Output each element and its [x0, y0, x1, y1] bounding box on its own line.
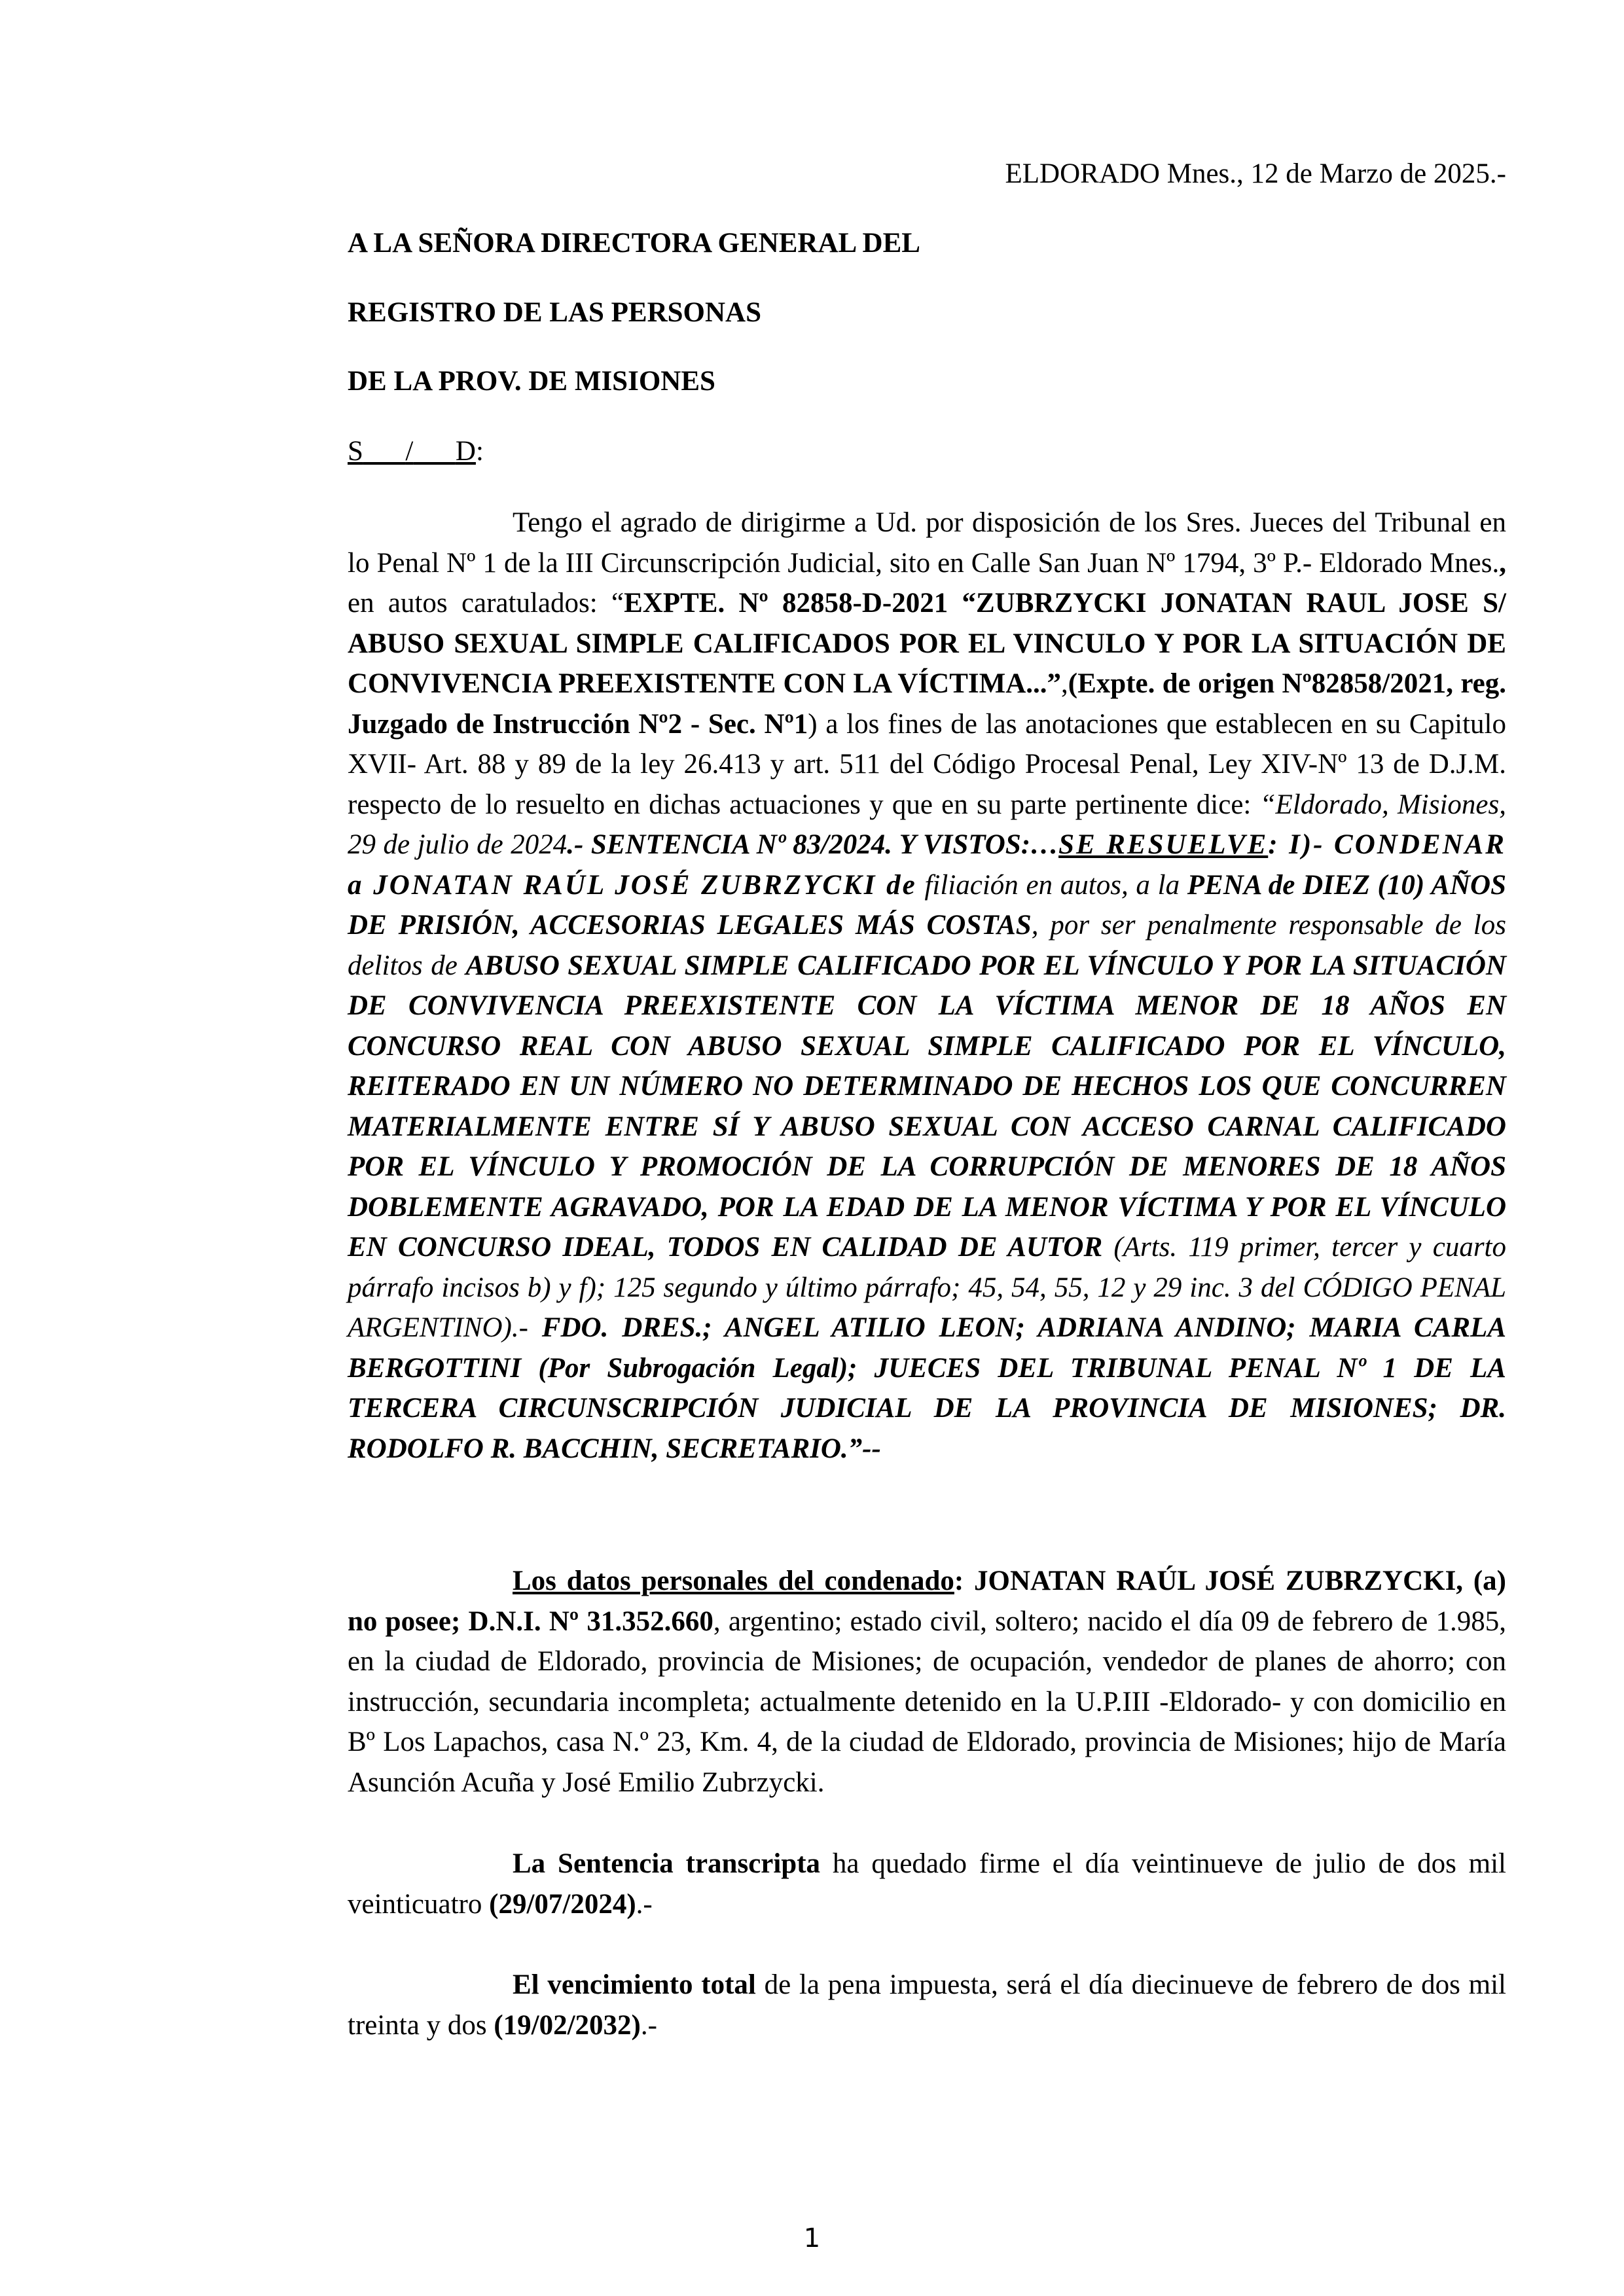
- p1-comma-2: ,: [1061, 668, 1068, 699]
- signatories-text: FDO. DRES.; ANGEL ATILIO LEON; ADRIANA ANDINO; MARIA CARLA BERGOTTINI (Por Subrogación Legal); JUECES DEL TRIBUNAL PENAL Nº 1 DE LA TERCERA CIRCUNSCRIPCIÓN JUDICIAL DE LA PROVINCIA DE MISIONES; DR. RODOLFO R. BACCHIN, SECRETARIO.”--: [348, 1312, 1506, 1464]
- addressee-line-3: DE LA PROV. DE MISIONES: [348, 366, 715, 397]
- sd-s: S: [348, 436, 363, 467]
- sd-d: D: [455, 436, 476, 467]
- date-line: ELDORADO Mnes., 12 de Marzo de 2025.-: [1005, 158, 1506, 189]
- firm-sentence-end: .-: [636, 1888, 653, 1920]
- expiry-label: El vencimiento total: [513, 1969, 756, 2000]
- sd-underlined: [348, 436, 476, 467]
- filiacion-text: filiación en autos, a la: [916, 869, 1187, 901]
- p1-intro: Tengo el agrado de dirigirme a Ud. por disposición de los Sres. Jueces del Tribunal en lo Penal Nº 1 de la III Circunscripción Judicial, sito en Calle San Juan Nº 1794, 3º P.- Eldorado Mnes.: [348, 507, 1506, 579]
- pena-text: PENA de DIEZ (10) AÑOS DE PRISIÓN, ACCESORIAS LEGALES MÁS COSTAS: [348, 869, 1506, 941]
- expiry-end: .-: [640, 2009, 657, 2041]
- sentence-date: “Eldorado, Misiones, 29 de julio de 2024: [348, 789, 1506, 860]
- paragraph-request: [348, 503, 1506, 1469]
- sd-salutation: [348, 432, 484, 471]
- case-origin: (Expte. de origen Nº82858/2021, reg. Juzgado de Instrucción Nº2 - Sec. Nº1: [348, 668, 1506, 740]
- paragraph-expiry: [348, 1965, 1506, 2045]
- expiry-date: (19/02/2032): [494, 2009, 641, 2041]
- p1-autos: en autos caratulados: “: [348, 588, 624, 619]
- page-number: 1: [803, 2223, 821, 2253]
- articles-text: (Arts. 119 primer, tercer y cuarto párrafo incisos b) y f); 125 segundo y último párrafo; 45, 54, 55, 12 y 29 inc. 3 del CÓDIGO PENAL ARGENTINO).-: [348, 1232, 1506, 1343]
- se-resuelve: SE RESUELVE: [1058, 829, 1269, 860]
- personal-data-heading: Los datos personales del condenado: [513, 1566, 954, 1596]
- addressee-line-1: A LA SEÑORA DIRECTORA GENERAL DEL: [348, 228, 920, 259]
- sd-colon: :: [475, 436, 484, 467]
- firm-sentence-label: La Sentencia transcripta: [513, 1848, 821, 1879]
- sd-slash: /: [405, 436, 414, 467]
- responsable-text: , por ser penalmente responsable de los delitos de: [348, 910, 1506, 981]
- firm-sentence-date: (29/07/2024): [489, 1888, 636, 1920]
- p1-comma: ,: [1499, 547, 1506, 579]
- firm-sentence-text: ha quedado firme el día veintinueve de julio de dos mil veinticuatro: [348, 1848, 1506, 1920]
- paragraph-personal-data: [348, 1561, 1506, 1803]
- addressee-line-2: REGISTRO DE LAS PERSONAS: [348, 297, 762, 328]
- convict-details: , argentino; estado civil, soltero; nacido el día 09 de febrero de 1.985, en la ciudad de Eldorado, provincia de Misiones; de ocupación, vendedor de planes de ahorro; con instrucción, secundaria incompleta; actualmente detenido en la U.P.III -Eldorado- y con domicilio en Bº Los Lapachos, casa N.º 23, Km. 4, de la ciudad de Eldorado, provincia de Misiones; hijo de María Asunción Acuña y José Emilio Zubrzycki.: [348, 1605, 1506, 1798]
- expiry-text: de la pena impuesta, será el día diecinueve de febrero de dos mil treinta y dos: [348, 1969, 1506, 2041]
- condenar-clause: : I)- CONDENAR a JONATAN RAÚL JOSÉ ZUBRZYCKI de: [348, 829, 1506, 901]
- p1-purpose: ) a los fines de las anotaciones que establecen en su Capitulo XVII- Art. 88 y 89 de la ley 26.413 y art. 511 del Código Procesal Penal, Ley XIV-Nº 13 de D.J.M. respecto de lo resuelto en dichas actuaciones y que en su parte pertinente dice:: [348, 708, 1507, 820]
- paragraph-firm-sentence: [348, 1844, 1506, 1924]
- sentence-number: .- SENTENCIA Nº 83/2024. Y VISTOS:…: [567, 829, 1059, 860]
- convict-identity: : JONATAN RAÚL JOSÉ ZUBRZYCKI, (a) no posee; D.N.I. Nº 31.352.660: [348, 1566, 1506, 1637]
- case-title: EXPTE. Nº 82858-D-2021 “ZUBRZYCKI JONATAN RAUL JOSE S/ ABUSO SEXUAL SIMPLE CALIFICADOS POR EL VINCULO Y POR LA SITUACIÓN DE CONVIVENCIA PREEXISTENTE CON LA VÍCTIMA...”: [348, 588, 1506, 699]
- delitos-text: ABUSO SEXUAL SIMPLE CALIFICADO POR EL VÍNCULO Y POR LA SITUACIÓN DE CONVIVENCIA PREEXISTENTE CON LA VÍCTIMA MENOR DE 18 AÑOS EN CONCURSO REAL CON ABUSO SEXUAL SIMPLE CALIFICADO POR EL VÍNCULO, REITERADO EN UN NÚMERO NO DETERMINADO DE HECHOS LOS QUE CONCURREN MATERIALMENTE ENTRE SÍ Y ABUSO SEXUAL CON ACCESO CARNAL CALIFICADO POR EL VÍNCULO Y PROMOCIÓN DE LA CORRUPCIÓN DE MENORES DE 18 AÑOS DOBLEMENTE AGRAVADO, POR LA EDAD DE LA MENOR VÍCTIMA Y POR EL VÍNCULO EN CONCURSO IDEAL, TODOS EN CALIDAD DE AUTOR: [348, 950, 1506, 1263]
